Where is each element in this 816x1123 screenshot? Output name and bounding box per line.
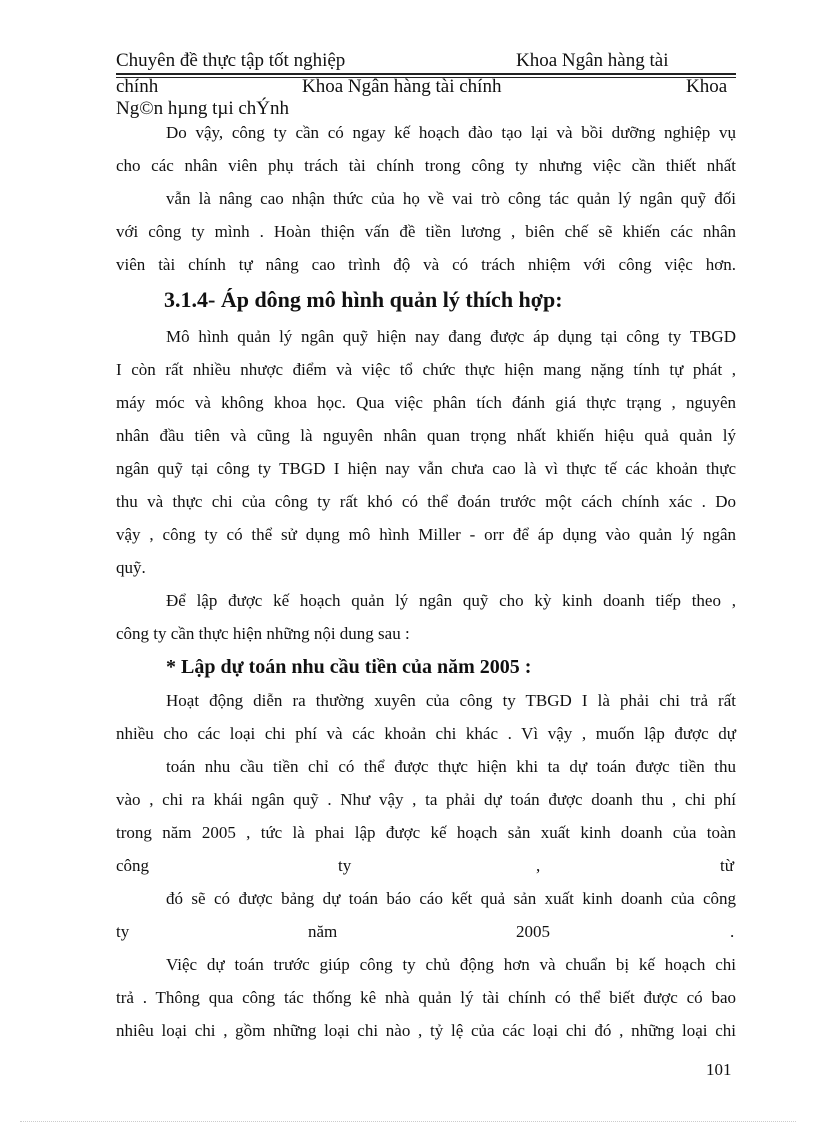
header-overflow-word: chính [116, 76, 159, 97]
spread-word: công [116, 856, 150, 875]
header-overflow-word: Khoa Ngân hàng tài chính [302, 76, 502, 97]
text-line: trả . Thông qua công tác thống kê nhà quản lý tài chính có thể biết được có bao [116, 988, 736, 1007]
text-line: nhân đầu tiên và cũng là nguyên nhân quan trọng nhất khiến hiệu quả quản lý [116, 426, 736, 445]
text-line: I còn rất nhiều nhược điểm và việc tổ chức thực hiện mang nặng tính tự phát , [116, 360, 736, 379]
header-right-text: Khoa Ngân hàng tài [516, 50, 669, 71]
text-line: đó sẽ có được bảng dự toán báo cáo kết quả sản xuất kinh doanh của công [166, 889, 736, 908]
text-line: quỹ. [116, 558, 146, 577]
text-line: Do vậy, công ty cần có ngay kế hoạch đào tạo lại và bồi dưỡng nghiệp vụ [166, 123, 736, 142]
text-line: Việc dự toán trước giúp công ty chủ động hơn và chuẩn bị kế hoạch chi [166, 955, 736, 974]
text-line: với công ty mình . Hoàn thiện vấn đề tiền lương , biên chế sẽ khiến các nhân [116, 222, 736, 241]
text-line: vào , chi ra khái ngân quỹ . Như vậy , ta phải dự toán được doanh thu , chi phí [116, 790, 736, 809]
text-line: Hoạt động diễn ra thường xuyên của công ty TBGD I là phải chi trả rất [166, 691, 736, 710]
spread-word: năm [308, 922, 338, 941]
header-rule-thick [116, 73, 736, 75]
text-line: nhiều cho các loại chi phí và các khoản chi khác . Vì vậy , muốn lập được dự [116, 724, 736, 743]
header-overflow-word: Khoa [686, 76, 728, 97]
subheading: * Lập dự toán nhu cầu tiền của năm 2005 : [166, 656, 532, 678]
text-line: công ty cần thực hiện những nội dung sau : [116, 624, 410, 643]
text-line: viên tài chính tự nâng cao trình độ và có trách nhiệm với công việc hơn. [116, 255, 736, 274]
spread-word: ty [338, 856, 352, 875]
text-line: Để lập được kế hoạch quản lý ngân quỹ cho kỳ kinh doanh tiếp theo , [166, 591, 736, 610]
text-line: ngân quỹ tại công ty TBGD I hiện nay vẫn chưa cao là vì thực tế các khoản thực [116, 459, 736, 478]
section-heading: 3.1.4- Áp dông mô hình quản lý thích hợp: [164, 287, 563, 312]
text-line: máy móc và không khoa học. Qua việc phân tích đánh giá thực trạng , nguyên [116, 393, 736, 412]
spread-word: , [536, 856, 541, 875]
page-bottom-border [20, 1121, 796, 1122]
text-line: nhiêu loại chi , gồm những loại chi nào , tỷ lệ của các loại chi đó , những loại chi [116, 1021, 736, 1040]
header-left-text: Chuyên đề thực tập tốt nghiệp [116, 50, 346, 71]
text-line: thu và thực chi của công ty rất khó có thể đoán trước một cách chính xác . Do [116, 492, 736, 511]
text-line: cho các nhân viên phụ trách tài chính trong công ty nhưng việc cần thiết nhất [116, 156, 736, 175]
spread-word: ty [116, 922, 130, 941]
text-line: vẫn là nâng cao nhận thức của họ về vai trò công tác quản lý ngân quỹ đối [166, 189, 736, 208]
spread-word: 2005 [516, 922, 550, 941]
spread-word: từ [720, 856, 734, 875]
spread-word: . [730, 922, 735, 941]
page-number: 101 [706, 1060, 732, 1079]
text-line: Mô hình quản lý ngân quỹ hiện nay đang được áp dụng tại công ty TBGD [166, 327, 736, 346]
text-line: trong năm 2005 , tức là phai lập được kế hoạch sản xuất kinh doanh của toàn [116, 823, 736, 842]
header-garbled-line: Ng©n hµng tµi chÝnh [116, 98, 290, 119]
text-line: vậy , công ty có thể sử dụng mô hình Miller - orr để áp dụng vào quản lý ngân [116, 525, 736, 544]
text-line: toán nhu cầu tiền chỉ có thể được thực hiện khi ta dự toán được tiền thu [166, 757, 736, 776]
